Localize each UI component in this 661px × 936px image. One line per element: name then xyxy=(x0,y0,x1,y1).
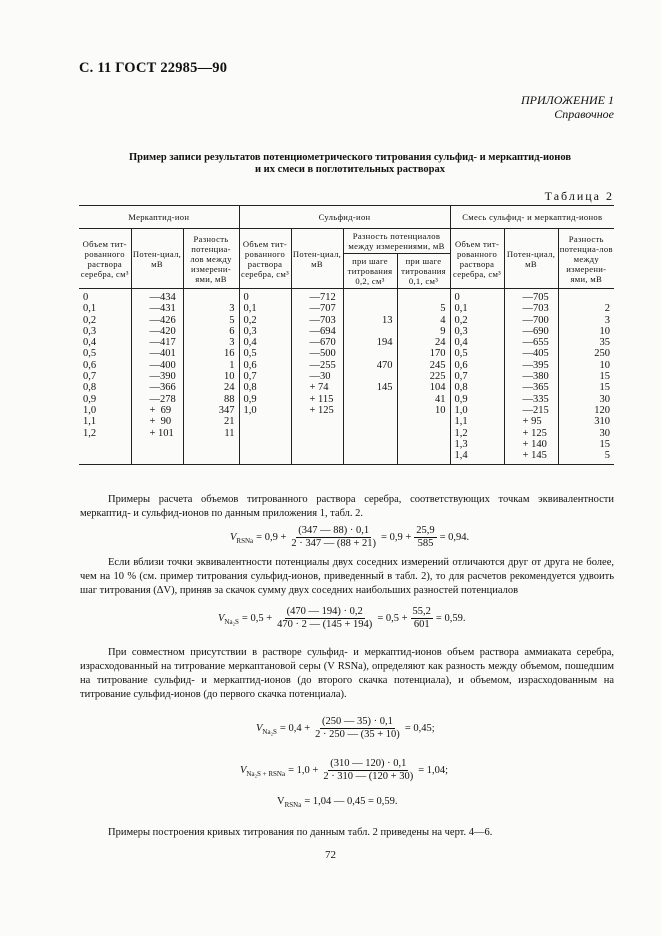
col-sulf-step01: при шаге титрования 0,1, см³ xyxy=(397,254,450,289)
eq2-result: = 0,59. xyxy=(435,613,466,624)
eq2-a: = 0,5 + xyxy=(241,613,273,624)
mix-volume-values: 0 0,1 0,2 0,3 0,4 0,5 0,6 0,7 0,8 0,9 1,0 1,1 1,2 1,3 1,4 xyxy=(450,289,504,465)
table-title-line1: Пример записи результатов потенциометрического титрования сульфид- и меркаптид-ионов xyxy=(128,152,572,163)
eq2-fraction2 xyxy=(411,606,433,631)
document-header: С. 11 ГОСТ 22985—90 xyxy=(79,60,228,76)
table-title-line2: и их смеси в поглотительных растворах xyxy=(254,164,446,175)
col-merc-potential: Потен-циал, мВ xyxy=(131,229,183,289)
eq3-sub: Na₂S xyxy=(262,727,277,736)
eq3-a: = 0,4 + xyxy=(279,723,311,734)
eq1-result: = 0,94. xyxy=(439,532,470,543)
eq5-result: = 1,04 — 0,45 = 0,59. xyxy=(304,796,398,807)
equation-3 xyxy=(256,716,435,741)
eq1-a: = 0,9 + xyxy=(256,532,287,543)
eq4-fraction xyxy=(321,758,415,783)
eq4-lhs: V xyxy=(240,765,247,776)
sulf-diff01-values: 5 4 9 24 170 245 225 104 41 10 xyxy=(397,289,450,465)
merc-diff-values: 3 5 6 3 16 1 10 24 88 347 21 11 xyxy=(183,289,239,465)
equation-2 xyxy=(218,606,465,631)
eq2-fraction xyxy=(275,606,374,631)
eq2-num2: 55,2 xyxy=(412,606,431,617)
eq2-lhs: V xyxy=(218,613,225,624)
mix-potential-values: —705 —703 —700 —690 —655 —405 —395 —380 —365 —335 —215 + 95 + 125 + 140 + 145 xyxy=(504,289,558,465)
col-sulf-volume: Объем тит-рованного раствора серебра, см³ xyxy=(239,229,291,289)
merc-potential-values: —434 —431 —426 —420 —417 —401 —400 —390 —366 —278 + 69 + 90 + 101 xyxy=(131,289,183,465)
eq5-lhs: V xyxy=(277,796,285,807)
paragraph-4: Примеры построения кривых титрования по данным табл. 2 приведены на черт. 4—6. xyxy=(108,827,493,838)
table-title xyxy=(80,152,620,176)
col-sulf-potential: Потен-циал, мВ xyxy=(291,229,343,289)
eq1-fraction2 xyxy=(414,525,436,550)
eq1-num: (347 — 88) · 0,1 xyxy=(298,525,370,536)
eq2-den2: 601 xyxy=(413,619,430,630)
eq3-result: = 0,45; xyxy=(404,723,435,734)
eq4-den: 2 · 310 — (120 + 30) xyxy=(323,771,414,782)
table-caption: Таблица 2 xyxy=(544,189,614,203)
eq3-lhs: V xyxy=(256,723,263,734)
eq3-fraction xyxy=(313,716,402,741)
group-mercaptide: Меркаптид-ион xyxy=(79,206,239,229)
paragraph-1: Примеры расчета объемов титрованного раствора серебра, соответствующих точкам эквивалентности меркаптид- и сульфид-ионов по данным приложения 1, табл. 2. xyxy=(80,494,614,519)
group-sulfide: Сульфид-ион xyxy=(239,206,450,229)
col-merc-diff: Разность потенциа-лов между измерени-ями, мВ xyxy=(183,229,239,289)
eq3-num: (250 — 35) · 0,1 xyxy=(322,716,393,727)
equation-1 xyxy=(230,525,469,550)
sulf-diff02-values: 13 194 470 145 xyxy=(343,289,397,465)
col-mix-volume: Объем тит-рованного раствора серебра, см³ xyxy=(450,229,504,289)
col-sulf-diff: Разность потенциалов между измерениями, мВ xyxy=(343,229,450,254)
eq1-den: 2 · 347 — (88 + 21) xyxy=(291,538,377,549)
eq2-b: = 0,5 + xyxy=(377,613,408,624)
page-number: 72 xyxy=(325,849,336,861)
mix-diff-values: 2 3 10 35 250 10 15 15 30 120 310 30 15 5 xyxy=(558,289,614,465)
eq4-result: = 1,04; xyxy=(418,765,449,776)
appendix-title: ПРИЛОЖЕНИЕ 1 xyxy=(521,93,614,107)
appendix-label xyxy=(521,93,614,121)
col-merc-volume: Объем тит-рованного раствора серебра, см³ xyxy=(79,229,131,289)
eq1-den2: 585 xyxy=(417,538,434,549)
merc-volume-values: 0 0,1 0,2 0,3 0,4 0,5 0,6 0,7 0,8 0,9 1,0 1,1 1,2 xyxy=(79,289,131,465)
eq1-lhs: V xyxy=(230,532,237,543)
eq1-b: = 0,9 + xyxy=(381,532,412,543)
col-mix-diff: Разность потенциа-лов между измерени-ями, мВ xyxy=(558,229,614,289)
eq1-num2: 25,9 xyxy=(416,525,435,536)
eq2-num: (470 — 194) · 0,2 xyxy=(286,606,363,617)
eq4-a: = 1,0 + xyxy=(288,765,319,776)
equation-5 xyxy=(277,796,398,807)
eq1-fraction xyxy=(289,525,378,550)
equation-4 xyxy=(240,758,448,783)
group-mixture: Смесь сульфид- и меркаптид-ионов xyxy=(450,206,614,229)
appendix-kind: Справочное xyxy=(554,107,614,121)
col-sulf-step02: при шаге титрования 0,2, см³ xyxy=(343,254,397,289)
paragraph-2: Если вблизи точки эквивалентности потенциалы двух соседних измерений отличаются друг от друга не более, чем на 10 % (см. пример титрования сульфид-ионов, приведенный в табл. 2), то для расчетов рекомендуется удвоить шаг титрования (ΔV), приняв за скачок сумму двух соседних наибольших разностей потенциалов xyxy=(80,557,614,596)
sulf-potential-values: —712 —707 —703 —694 —670 —500 —255 —30 + 74 + 115 + 125 xyxy=(291,289,343,465)
titration-table xyxy=(79,205,614,465)
eq3-den: 2 · 250 — (35 + 10) xyxy=(315,729,400,740)
col-mix-potential: Потен-циал, мВ xyxy=(504,229,558,289)
eq2-sub: Na₂S xyxy=(224,617,239,626)
eq5-sub: RSNa xyxy=(284,800,302,809)
eq2-den: 470 · 2 — (145 + 194) xyxy=(277,619,373,630)
eq4-num: (310 — 120) · 0,1 xyxy=(330,758,407,769)
eq1-sub: RSNa xyxy=(236,536,254,545)
sulf-volume-values: 0 0,1 0,2 0,3 0,4 0,5 0,6 0,7 0,8 0,9 1,0 xyxy=(239,289,291,465)
paragraph-3: При совместном присутствии в растворе сульфид- и меркаптид-ионов объем раствора аммиаката серебра, израсходованный на титрование меркаптановой серы (V RSNa), определяют как разность между объемом, пошедшим на титрование сульфид- и меркаптид-ионов (до второго скачка потенциала), и объемом, израсходованным на титрование сульфид-ионов (до первого скачка потенциала). xyxy=(80,647,614,700)
eq4-sub: Na₂S + RSNa xyxy=(246,769,286,778)
